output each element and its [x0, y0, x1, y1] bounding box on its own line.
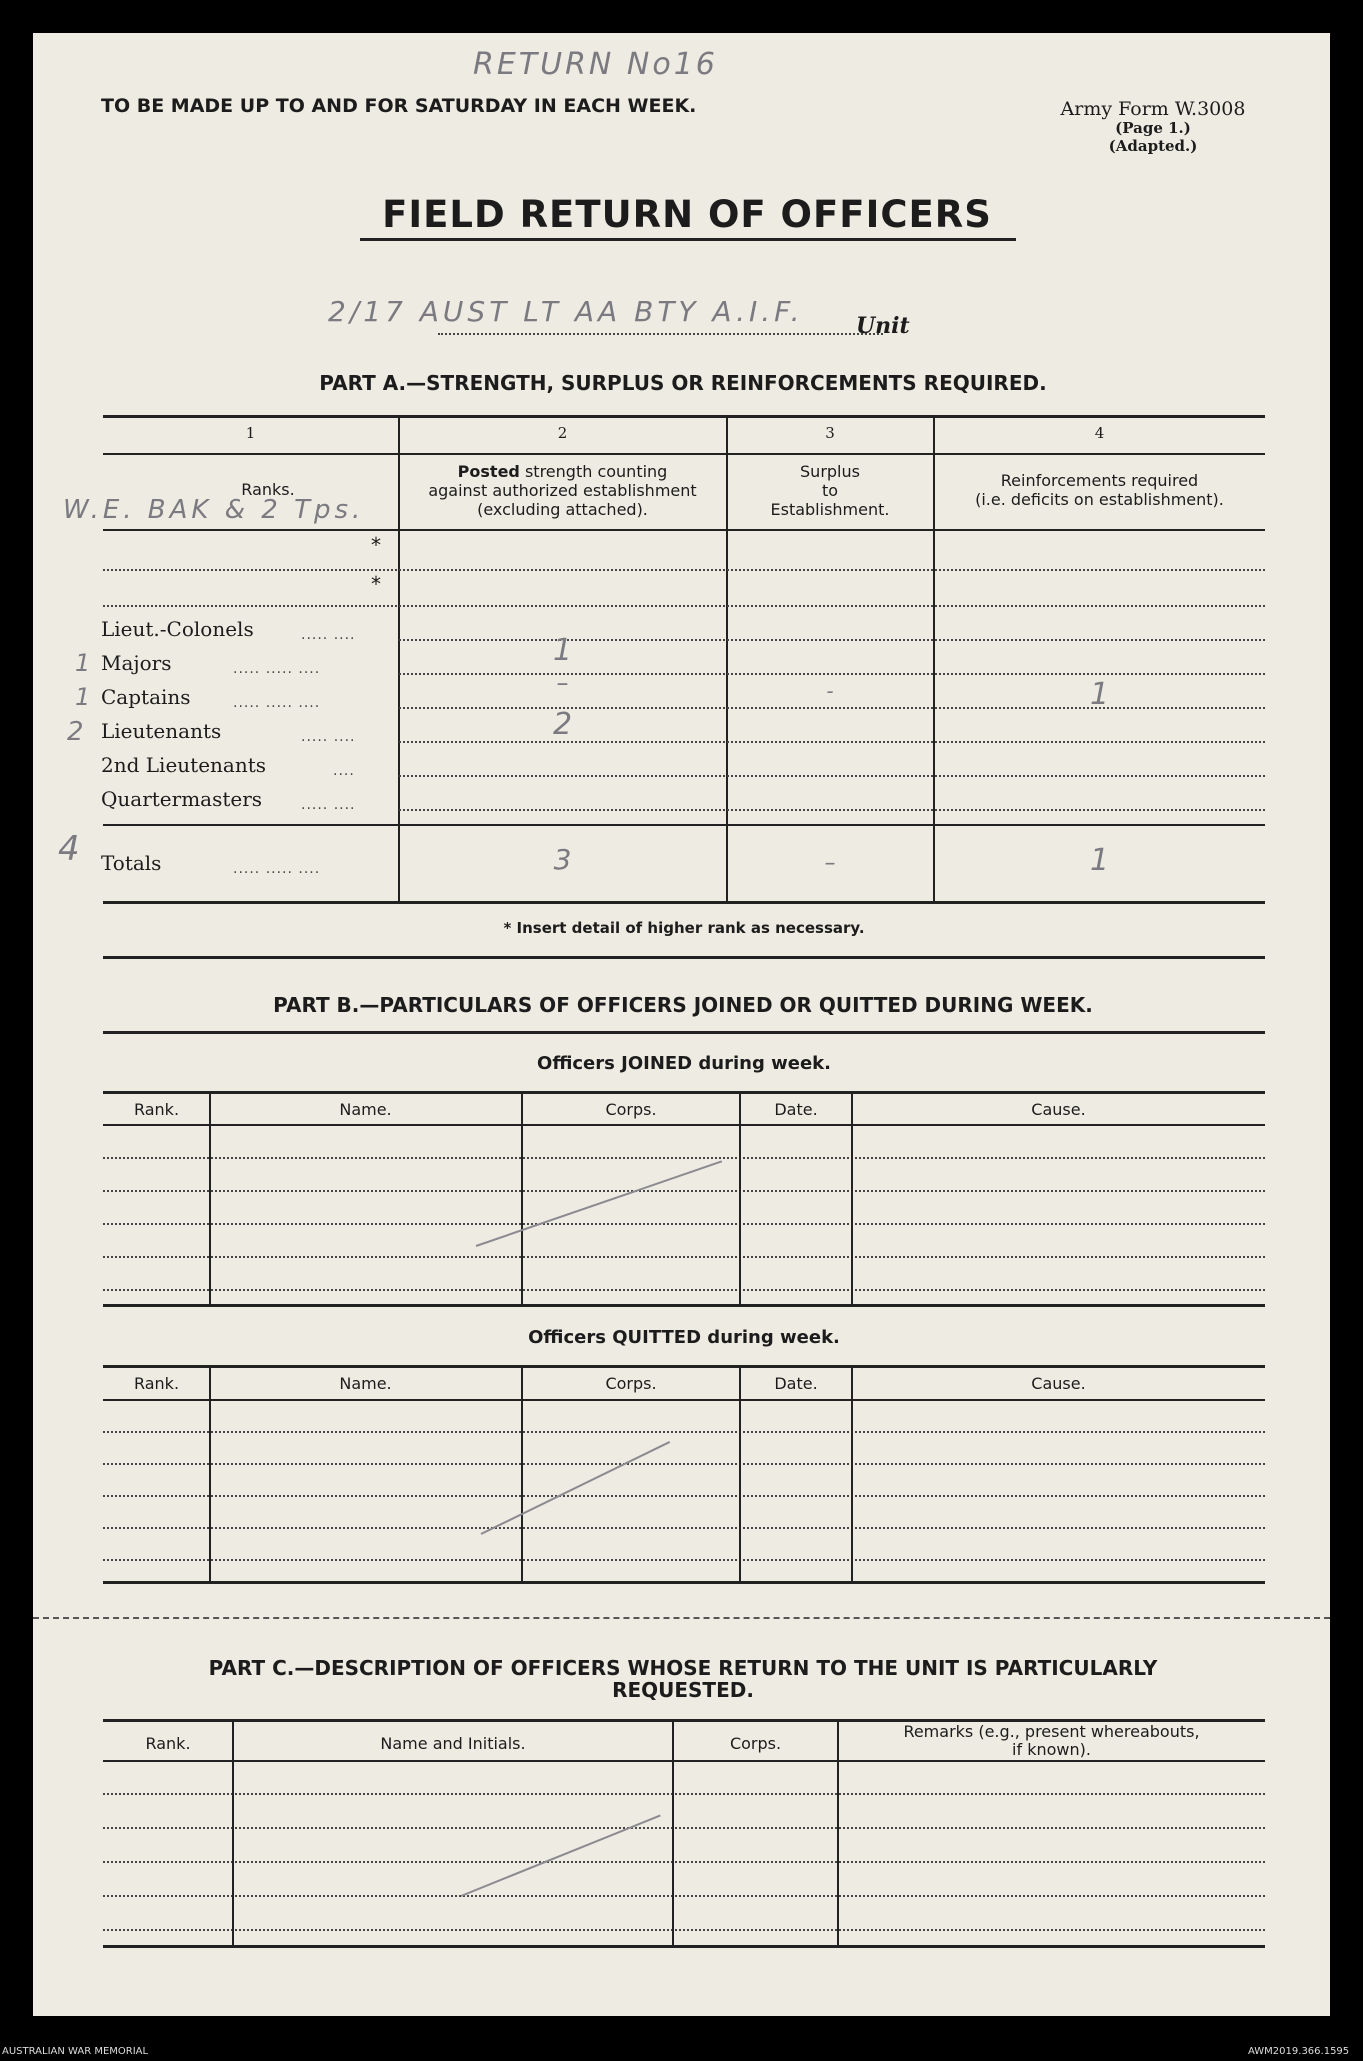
quitted-bottom-rule: [103, 1581, 1265, 1584]
margin-count: 1: [75, 649, 91, 677]
page-title: FIELD RETURN OF OFFICERS: [382, 193, 992, 236]
quitted-row-line: [103, 1495, 1265, 1497]
footnote: * Insert detail of higher rank as necessary.: [503, 919, 865, 937]
quitted-row-line: [103, 1559, 1265, 1561]
title-underline: [360, 238, 1016, 241]
posted-value: 1: [552, 633, 573, 668]
joined-row-line: [103, 1157, 1265, 1159]
quitted-row-line: [103, 1527, 1265, 1529]
form-id: Army Form W.3008: [1060, 98, 1246, 120]
footer-left: AUSTRALIAN WAR MEMORIAL: [2, 2046, 149, 2057]
joined-bottom-rule: [103, 1304, 1265, 1307]
col1-header: Ranks.: [241, 480, 295, 499]
leader-dots: ..... ....: [301, 729, 356, 745]
row-dotted-line: [103, 605, 1265, 607]
joined-col-header: Corps.: [605, 1100, 657, 1119]
part-c-row-line: [103, 1895, 1265, 1897]
quitted-col-divider: [521, 1366, 523, 1582]
remarks-line2: if known).: [1012, 1740, 1091, 1759]
part-b-top-rule: [103, 1031, 1265, 1034]
joined-top-rule: [103, 1091, 1265, 1094]
quitted-col-header: Name.: [339, 1374, 392, 1393]
part-a-heading: PART A.—STRENGTH, SURPLUS OR REINFORCEMENTS REQUIRED.: [319, 371, 1047, 395]
part-c-row-line: [103, 1861, 1265, 1863]
row-dotted-line: [103, 569, 1265, 571]
leader-dots: ....: [333, 763, 355, 779]
col4-header-line1: Reinforcements required: [1000, 471, 1199, 490]
col4-header-line2: (i.e. deficits on establishment).: [975, 490, 1224, 509]
part-b-heading: PART B.—PARTICULARS OF OFFICERS JOINED OR QUITTED DURING WEEK.: [273, 993, 1093, 1017]
posted-value: 2: [552, 707, 573, 742]
col2-header-line3: (excluding attached).: [477, 500, 648, 519]
joined-title: Officers JOINED during week.: [537, 1053, 831, 1074]
part-c-remarks-header: [838, 1723, 1265, 1759]
col3-header: [727, 462, 933, 519]
part-c-heading: [78, 1657, 1288, 1701]
part-c-col-divider: [837, 1720, 839, 1946]
quitted-row-line: [103, 1431, 1265, 1433]
part-c-heading-line1: PART C.—DESCRIPTION OF OFFICERS WHOSE RETURN TO THE UNIT IS PARTICULARLY: [208, 1656, 1158, 1680]
joined-row-line: [103, 1190, 1265, 1192]
totals-margin: 4: [58, 829, 80, 869]
cancel-stroke: [481, 1441, 671, 1535]
remarks-line1: Remarks (e.g., present whereabouts,: [903, 1722, 1200, 1741]
part-a-number-rule: [103, 453, 1265, 455]
col2-header-rest: strength counting: [524, 462, 668, 481]
joined-col-header: Date.: [774, 1100, 818, 1119]
joined-row-line: [103, 1256, 1265, 1258]
joined-col-divider: [521, 1092, 523, 1305]
part-a-end-rule: [103, 956, 1265, 959]
cancel-stroke: [476, 1160, 722, 1247]
part-c-col-divider: [672, 1720, 674, 1946]
part-c-row-line: [103, 1929, 1265, 1931]
totals-surplus: –: [824, 851, 836, 876]
unit-dotted-line: [438, 333, 883, 335]
handwritten-ranks-note: W.E. BAK & 2 Tps.: [63, 495, 365, 525]
col3-header-line3: Establishment.: [770, 500, 890, 519]
instruction-text: TO BE MADE UP TO AND FOR SATURDAY IN EACH WEEK.: [101, 95, 697, 117]
unit-handwritten: 2/17 AUST LT AA BTY A.I.F.: [328, 295, 804, 328]
part-c-col-divider: [232, 1720, 234, 1946]
leader-dots: ..... ..... ....: [233, 861, 321, 877]
part-c-bottom-rule: [103, 1945, 1265, 1948]
quitted-col-header: Cause.: [1031, 1374, 1086, 1393]
quitted-title: Officers QUITTED during week.: [528, 1327, 840, 1348]
part-c-row-line: [103, 1827, 1265, 1829]
margin-count: 2: [67, 717, 84, 747]
rank-label: Quartermasters: [101, 787, 263, 811]
col3-header-line2: to: [821, 481, 839, 500]
totals-posted: 3: [553, 843, 572, 876]
leader-dots: ..... ..... ....: [233, 695, 321, 711]
part-a-bottom-rule: [103, 901, 1265, 904]
rank-label: Lieutenants: [101, 719, 222, 743]
col-number: 4: [1094, 424, 1105, 442]
totals-reinforcements: 1: [1089, 843, 1110, 878]
part-c-col-header: Name and Initials.: [380, 1734, 526, 1753]
part-c-heading-line2: REQUESTED.: [612, 1678, 754, 1702]
col3-header-line1: Surplus: [800, 462, 860, 481]
rank-label: Majors: [101, 651, 172, 675]
surplus-value: -: [826, 679, 834, 703]
totals-label: Totals: [101, 851, 162, 875]
joined-col-header: Cause.: [1031, 1100, 1086, 1119]
quitted-col-header: Rank.: [133, 1374, 180, 1393]
star-marker: *: [371, 572, 381, 596]
star-marker: *: [371, 533, 381, 557]
tear-line: [33, 1617, 1330, 1619]
joined-row-line: [103, 1289, 1265, 1291]
col2-header-line2: against authorized establishment: [428, 481, 697, 500]
footer-right: AWM2019.366.1595: [1248, 2046, 1350, 2057]
quitted-col-header: Date.: [774, 1374, 818, 1393]
part-a-totals-rule: [103, 824, 1265, 826]
posted-value: –: [556, 669, 569, 697]
col2-header-bold: Posted: [457, 462, 520, 481]
col-number: 1: [245, 424, 256, 442]
handwritten-return-number: RETURN No16: [473, 47, 718, 82]
col-number: 2: [557, 424, 568, 442]
row-dotted-line: [399, 809, 1265, 811]
form-adapted: (Adapted.): [1108, 137, 1198, 155]
unit-label: Unit: [856, 313, 910, 339]
leader-dots: ..... ..... ....: [233, 661, 321, 677]
joined-col-divider: [739, 1092, 741, 1305]
joined-col-divider: [209, 1092, 211, 1305]
part-c-col-header: Corps.: [729, 1734, 782, 1753]
quitted-col-header: Corps.: [605, 1374, 657, 1393]
leader-dots: ..... ....: [301, 797, 356, 813]
joined-col-header: Rank.: [133, 1100, 180, 1119]
row-dotted-line: [399, 741, 1265, 743]
col-number: 3: [825, 424, 835, 442]
quitted-col-divider: [851, 1366, 853, 1582]
joined-header-rule: [103, 1124, 1265, 1126]
leader-dots: ..... ....: [301, 627, 356, 643]
margin-count: 1: [75, 683, 91, 711]
col2-header: [399, 462, 726, 519]
joined-row-line: [103, 1223, 1265, 1225]
part-c-col-header: Rank.: [145, 1734, 191, 1753]
part-a-header-rule: [103, 529, 1265, 531]
part-c-header-rule: [103, 1760, 1265, 1762]
joined-col-divider: [851, 1092, 853, 1305]
quitted-col-divider: [739, 1366, 741, 1582]
reinforcements-value: 1: [1089, 677, 1110, 712]
quitted-col-divider: [209, 1366, 211, 1582]
quitted-top-rule: [103, 1365, 1265, 1368]
part-c-row-line: [103, 1793, 1265, 1795]
form-page: [33, 33, 1330, 2016]
quitted-header-rule: [103, 1399, 1265, 1401]
rank-label: Captains: [101, 685, 191, 709]
form-page: (Page 1.): [1115, 119, 1191, 137]
rank-label: 2nd Lieutenants: [101, 753, 267, 777]
rank-label: Lieut.-Colonels: [101, 617, 254, 641]
joined-col-header: Name.: [339, 1100, 392, 1119]
part-a-top-rule: [103, 415, 1265, 418]
col4-header: [934, 471, 1265, 509]
row-dotted-line: [399, 775, 1265, 777]
quitted-row-line: [103, 1463, 1265, 1465]
